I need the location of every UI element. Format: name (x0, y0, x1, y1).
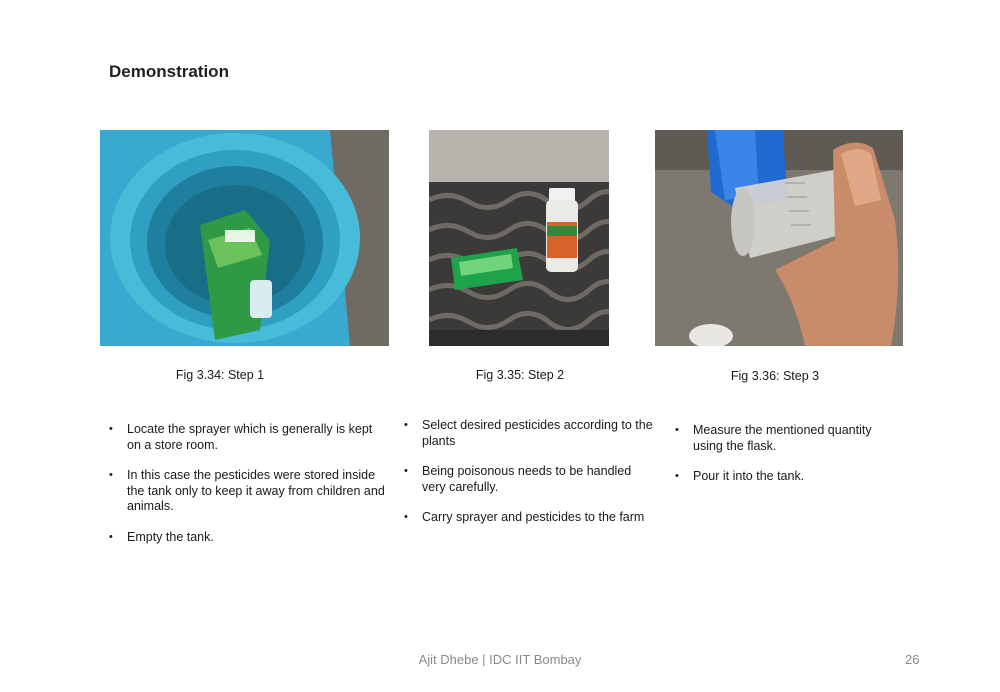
measuring-flask-photo (655, 130, 903, 346)
list-item: • Pour it into the tank. (675, 469, 895, 485)
step-2-bullets (404, 418, 654, 541)
list-item: • Measure the mentioned quantity using the flask. (675, 423, 895, 454)
list-item: • Carry sprayer and pesticides to the farm (404, 510, 654, 526)
figure-caption-2: Fig 3.35: Step 2 (475, 368, 565, 382)
step-3-bullets (675, 423, 895, 500)
page-title: Demonstration (109, 62, 229, 81)
step-1-bullets (109, 422, 389, 560)
list-item: • Select desired pesticides according to the plants (404, 418, 654, 449)
figure-caption-3: Fig 3.36: Step 3 (730, 369, 820, 383)
page-footer: Ajit Dhebe | IDC IIT Bombay (418, 652, 582, 667)
list-item: • Locate the sprayer which is generally is kept on a store room. (109, 422, 389, 453)
list-item: • In this case the pesticides were stored inside the tank only to keep it away from children and animals. (109, 468, 389, 515)
page-number: 26 (905, 652, 920, 667)
sprayer-tank-photo (100, 130, 389, 346)
pesticides-photo (429, 130, 609, 346)
list-item: • Being poisonous needs to be handled very carefully. (404, 464, 654, 495)
list-item: • Empty the tank. (109, 530, 389, 546)
figure-caption-1: Fig 3.34: Step 1 (175, 368, 265, 382)
